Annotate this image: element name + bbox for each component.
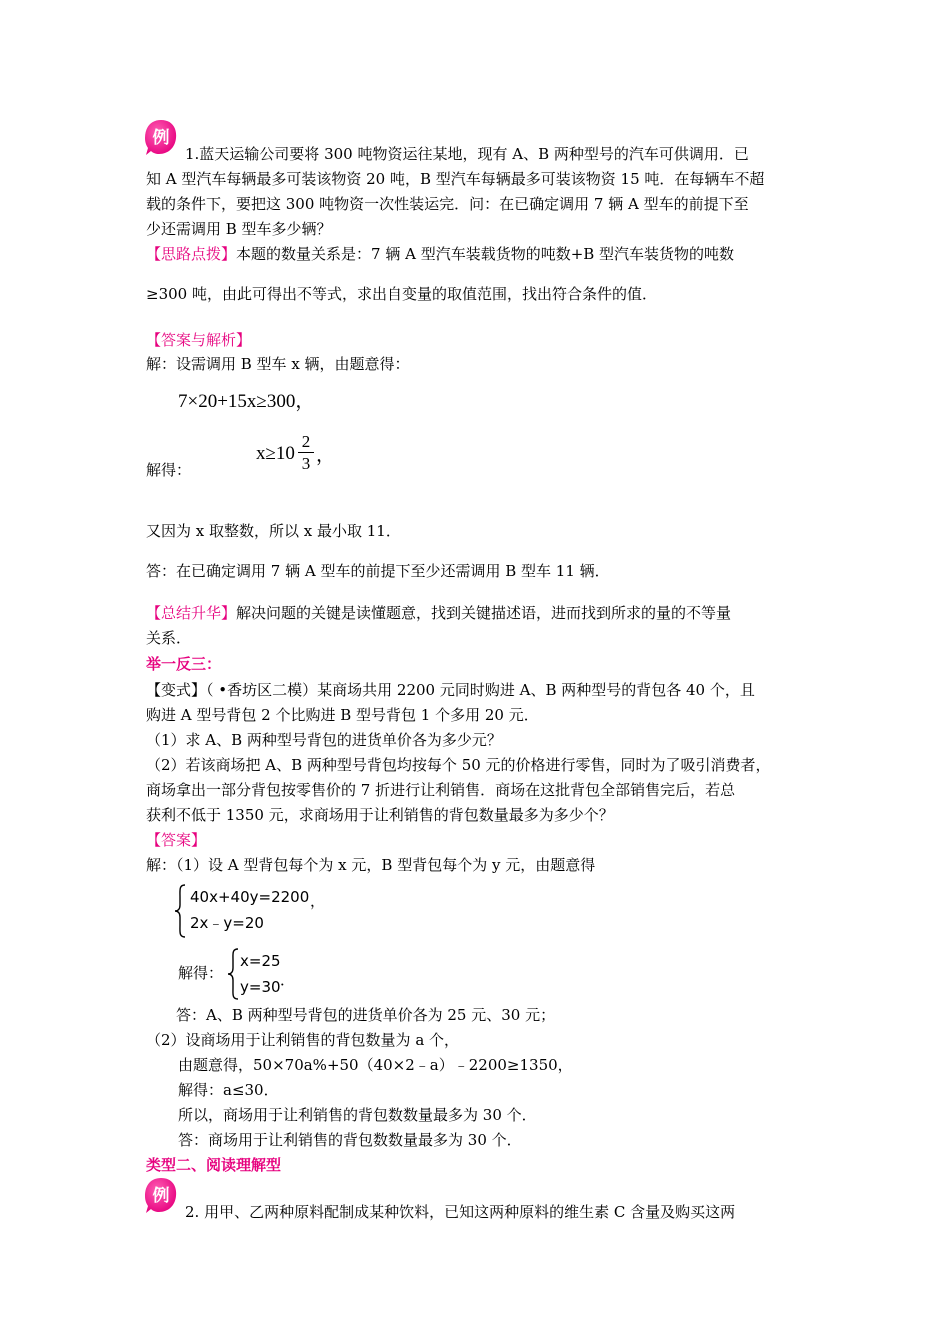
inequality-2: x≥10 xyxy=(256,443,295,464)
variant-solution: 由题意得，50×70a%+50（40×2﹣a）﹣2200≥1350， xyxy=(178,1056,573,1074)
solve-label-2: 解得： xyxy=(178,964,224,982)
system-2-tail: ． xyxy=(280,971,296,989)
example1-line: 知 A 型汽车每辆最多可装该物资 20 吨，B 型汽车每辆最多可装该物资 15 吨．在每辆车不超 xyxy=(146,170,765,188)
variant-solution: 答：A、B 两种型号背包的进货单价各为 25 元、30 元； xyxy=(176,1006,556,1024)
variant-text: （ •香坊区二模）某商场共用 2200 元同时购进 A、B 两种型号的背包各 40 个，且 xyxy=(206,681,755,699)
answer-label: 【答案与解析】 xyxy=(146,331,252,349)
system-2 xyxy=(240,948,281,1000)
hint-text: 本题的数量关系是：7 辆 A 型汽车装载货物的吨数+B 型汽车装货物的吨数 xyxy=(236,245,735,263)
variant-line: 购进 A 型号背包 2 个比购进 B 型号背包 1 个多用 20 元． xyxy=(146,706,539,724)
type2-heading: 类型二、阅读理解型 xyxy=(146,1156,282,1174)
brace-icon xyxy=(174,884,186,938)
variant-solution: （2）设商场用于让利销售的背包数量为 a 个， xyxy=(146,1031,460,1049)
example-badge-icon xyxy=(144,1176,178,1214)
variant-solution: 答：商场用于让利销售的背包数数量最多为 30 个． xyxy=(178,1131,522,1149)
variant-answer-label: 【答案】 xyxy=(146,831,207,849)
question-1: （1）求 A、B 两种型号背包的进货单价各为多少元？ xyxy=(146,731,502,749)
hint-text-2: ≥300 吨，由此可得出不等式，求出自变量的取值范围，找出符合条件的值． xyxy=(146,285,657,303)
solve-label: 解得： xyxy=(146,461,192,479)
system-1-tail: ， xyxy=(310,892,326,910)
variant-solution: 解：（1）设 A 型背包每个为 x 元，B 型背包每个为 y 元，由题意得 xyxy=(146,856,596,874)
system-1-eq1: 40x+40y=2200 xyxy=(190,888,310,906)
inequality-1: 7×20+15x≥300， xyxy=(178,391,315,412)
question-2: 获利不低于 1350 元，求商场用于让利销售的背包数量最多为多少个？ xyxy=(146,806,614,824)
example1-line: 载的条件下，要把这 300 吨物资一次性装运完．问：在已确定调用 7 辆 A 型车的前提下至 xyxy=(146,195,749,213)
system-1-eq2: 2x﹣y=20 xyxy=(190,914,264,932)
inequality-2-tail: ， xyxy=(316,445,336,466)
system-2-eq2: y=30 xyxy=(240,978,281,996)
variant-heading: 举一反三： xyxy=(146,655,222,673)
example-badge-icon xyxy=(144,118,178,156)
example1-line: 1.蓝天运输公司要将 300 吨物资运往某地，现有 A、B 两种型号的汽车可供调用．已 xyxy=(185,145,749,163)
summary-text-2: 关系． xyxy=(146,629,192,647)
variant-label: 【变式】 xyxy=(146,681,207,699)
question-2: （2）若该商场把 A、B 两种型号背包均按每个 50 元的价格进行零售，同时为了吸引消费者， xyxy=(146,756,771,774)
example2-line: 2. 用甲、乙两种原料配制成某种饮料，已知这两种原料的维生素 C 含量及购买这两 xyxy=(185,1203,736,1221)
fraction-denominator: 3 xyxy=(301,454,311,473)
brace-icon xyxy=(227,948,239,1000)
hint-label: 【思路点拨】 xyxy=(146,245,237,263)
summary-line xyxy=(146,603,731,623)
solution-answer: 答：在已确定调用 7 辆 A 型车的前提下至少还需调用 B 型车 11 辆． xyxy=(146,562,610,580)
variant-line xyxy=(146,680,755,700)
badge-char: 例 xyxy=(152,128,170,148)
fraction-numerator: 2 xyxy=(301,432,311,451)
system-2-eq1: x=25 xyxy=(240,952,281,970)
fraction xyxy=(298,432,314,475)
example1-line: 少还需调用 B 型车多少辆？ xyxy=(146,220,332,238)
badge-char: 例 xyxy=(152,1186,170,1206)
question-2: 商场拿出一部分背包按零售价的 7 折进行让利销售．商场在这批背包全部销售完后，若总 xyxy=(146,781,736,799)
variant-solution: 解得：a≤30． xyxy=(178,1081,279,1099)
solution-line: 又因为 x 取整数，所以 x 最小取 11． xyxy=(146,522,401,540)
summary-label: 【总结升华】 xyxy=(146,604,237,622)
system-1 xyxy=(190,884,309,936)
solution-line: 解：设需调用 B 型车 x 辆，由题意得： xyxy=(146,355,410,373)
hint-line xyxy=(146,244,734,264)
summary-text: 解决问题的关键是读懂题意，找到关键描述语，进而找到所求的量的不等量 xyxy=(236,604,732,622)
variant-solution: 所以，商场用于让利销售的背包数数量最多为 30 个． xyxy=(178,1106,537,1124)
